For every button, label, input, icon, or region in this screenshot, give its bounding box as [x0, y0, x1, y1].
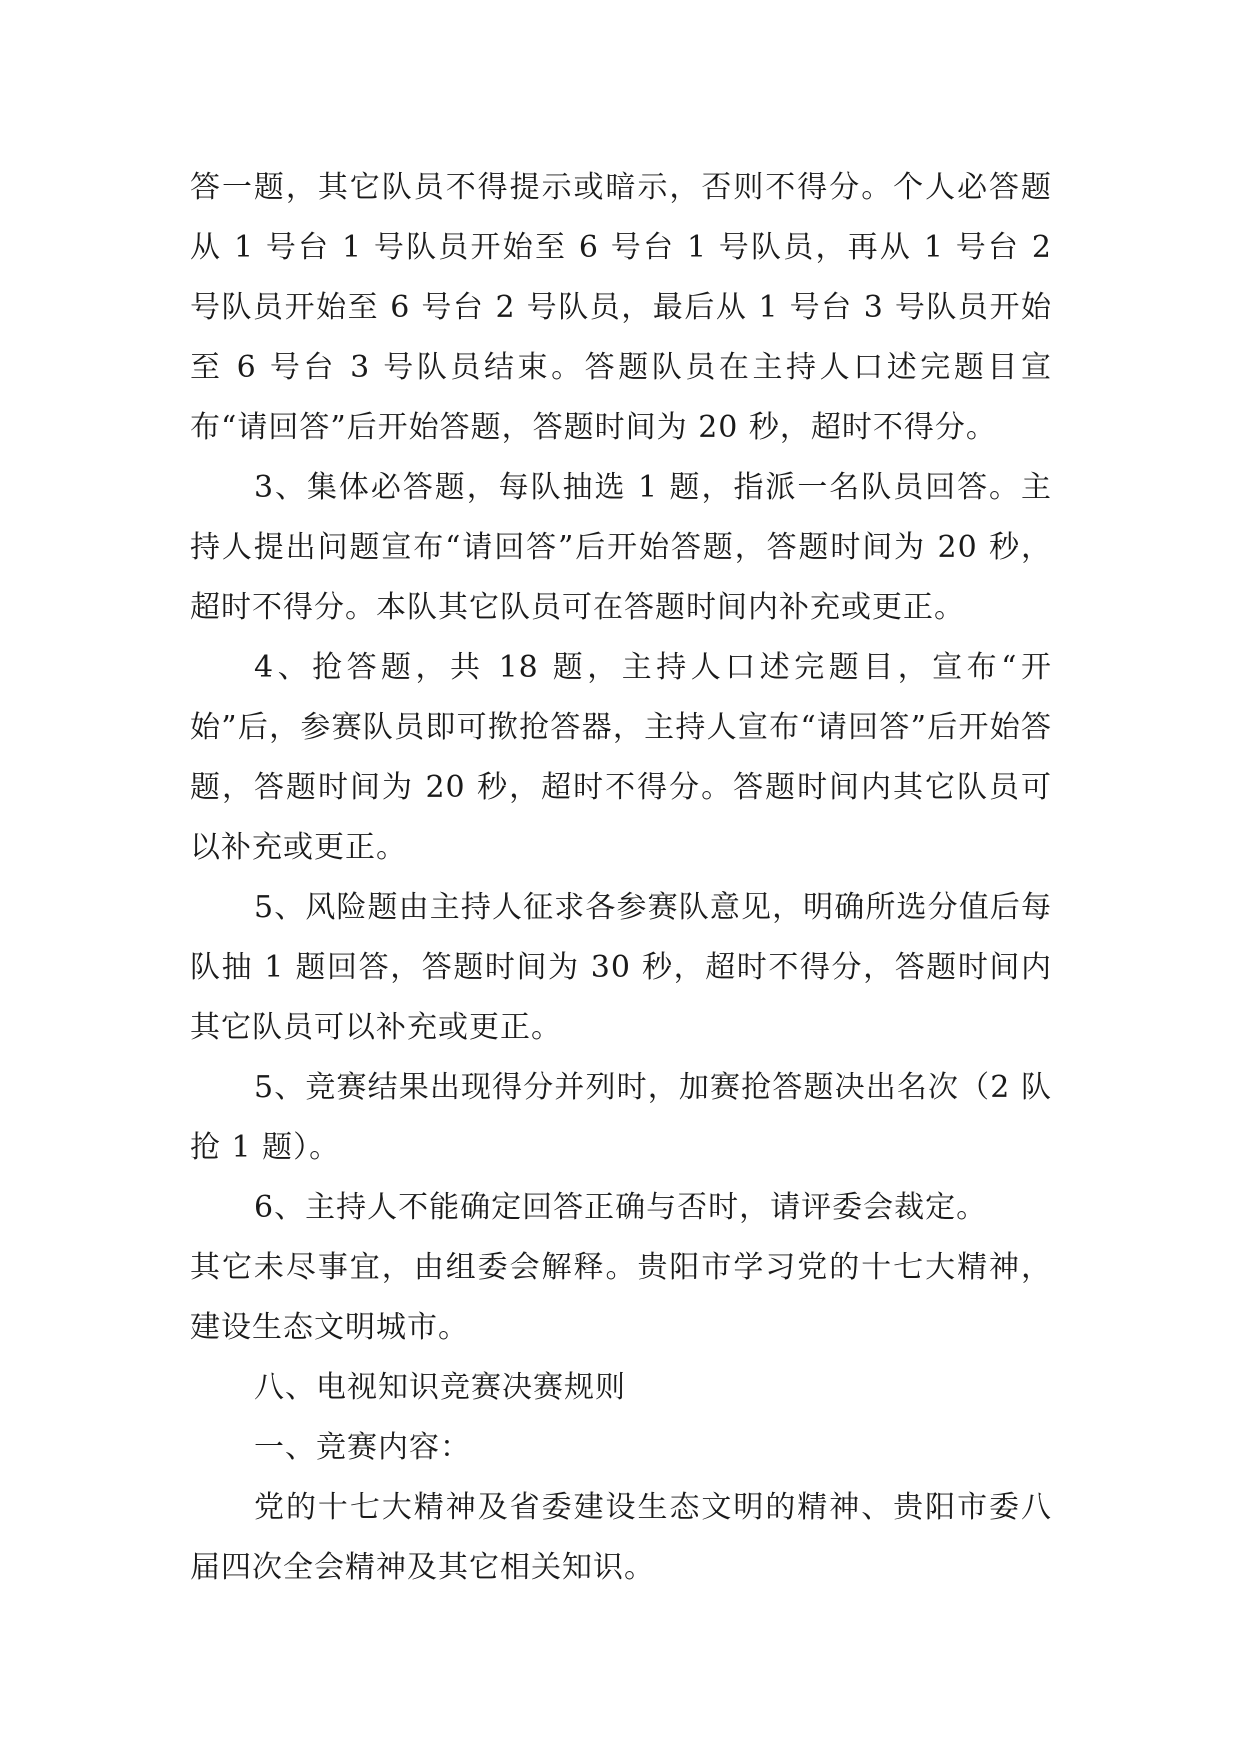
paragraph-rule-judges: 6、主持人不能确定回答正确与否时，请评委会裁定。: [254, 1190, 988, 1225]
section-heading-final-rules: 八、电视知识竞赛决赛规则: [254, 1370, 626, 1405]
paragraph-other-matters: 其它未尽事宜，由组委会解释。贵阳市学习党的十七大精神，建设生态文明城市。: [190, 1250, 1052, 1345]
paragraph-rule-tie-break: 5、竞赛结果出现得分并列时，加赛抢答题决出名次（2 队抢 1 题）。: [190, 1070, 1052, 1165]
paragraph-rule-risk-questions: 5、风险题由主持人征求各参赛队意见，明确所选分值后每队抽 1 题回答，答题时间为 30 秒，超时不得分，答题时间内其它队员可以补充或更正。: [190, 890, 1052, 1045]
subheading-competition-content: 一、竞赛内容：: [254, 1430, 471, 1465]
paragraph-rule-group-required: 3、集体必答题，每队抽选 1 题，指派一名队员回答。主持人提出问题宣布“请回答”后开始答题，答题时间为 20 秒，超时不得分。本队其它队员可在答题时间内补充或更正。: [190, 470, 1052, 625]
paragraph-rules-individual-continued: 答一题，其它队员不得提示或暗示，否则不得分。个人必答题从 1 号台 1 号队员开始至 6 号台 1 号队员，再从 1 号台 2 号队员开始至 6 号台 2 号队员，最后从 1 号台 3 号队员开始至 6 号台 3 号队员结束。答题队员在主持人口述完题目宣布“请回答”后开始答题，答题时间为 20 秒，超时不得分。: [190, 170, 1052, 445]
paragraph-competition-content: 党的十七大精神及省委建设生态文明的精神、贵阳市委八届四次全会精神及其它相关知识。: [190, 1490, 1052, 1585]
document-body: [190, 158, 1052, 1598]
paragraph-rule-buzzer-questions: 4、抢答题，共 18 题，主持人口述完题目，宣布“开始”后，参赛队员即可揿抢答器，主持人宣布“请回答”后开始答题，答题时间为 20 秒，超时不得分。答题时间内其它队员可以补充或更正。: [190, 650, 1052, 865]
